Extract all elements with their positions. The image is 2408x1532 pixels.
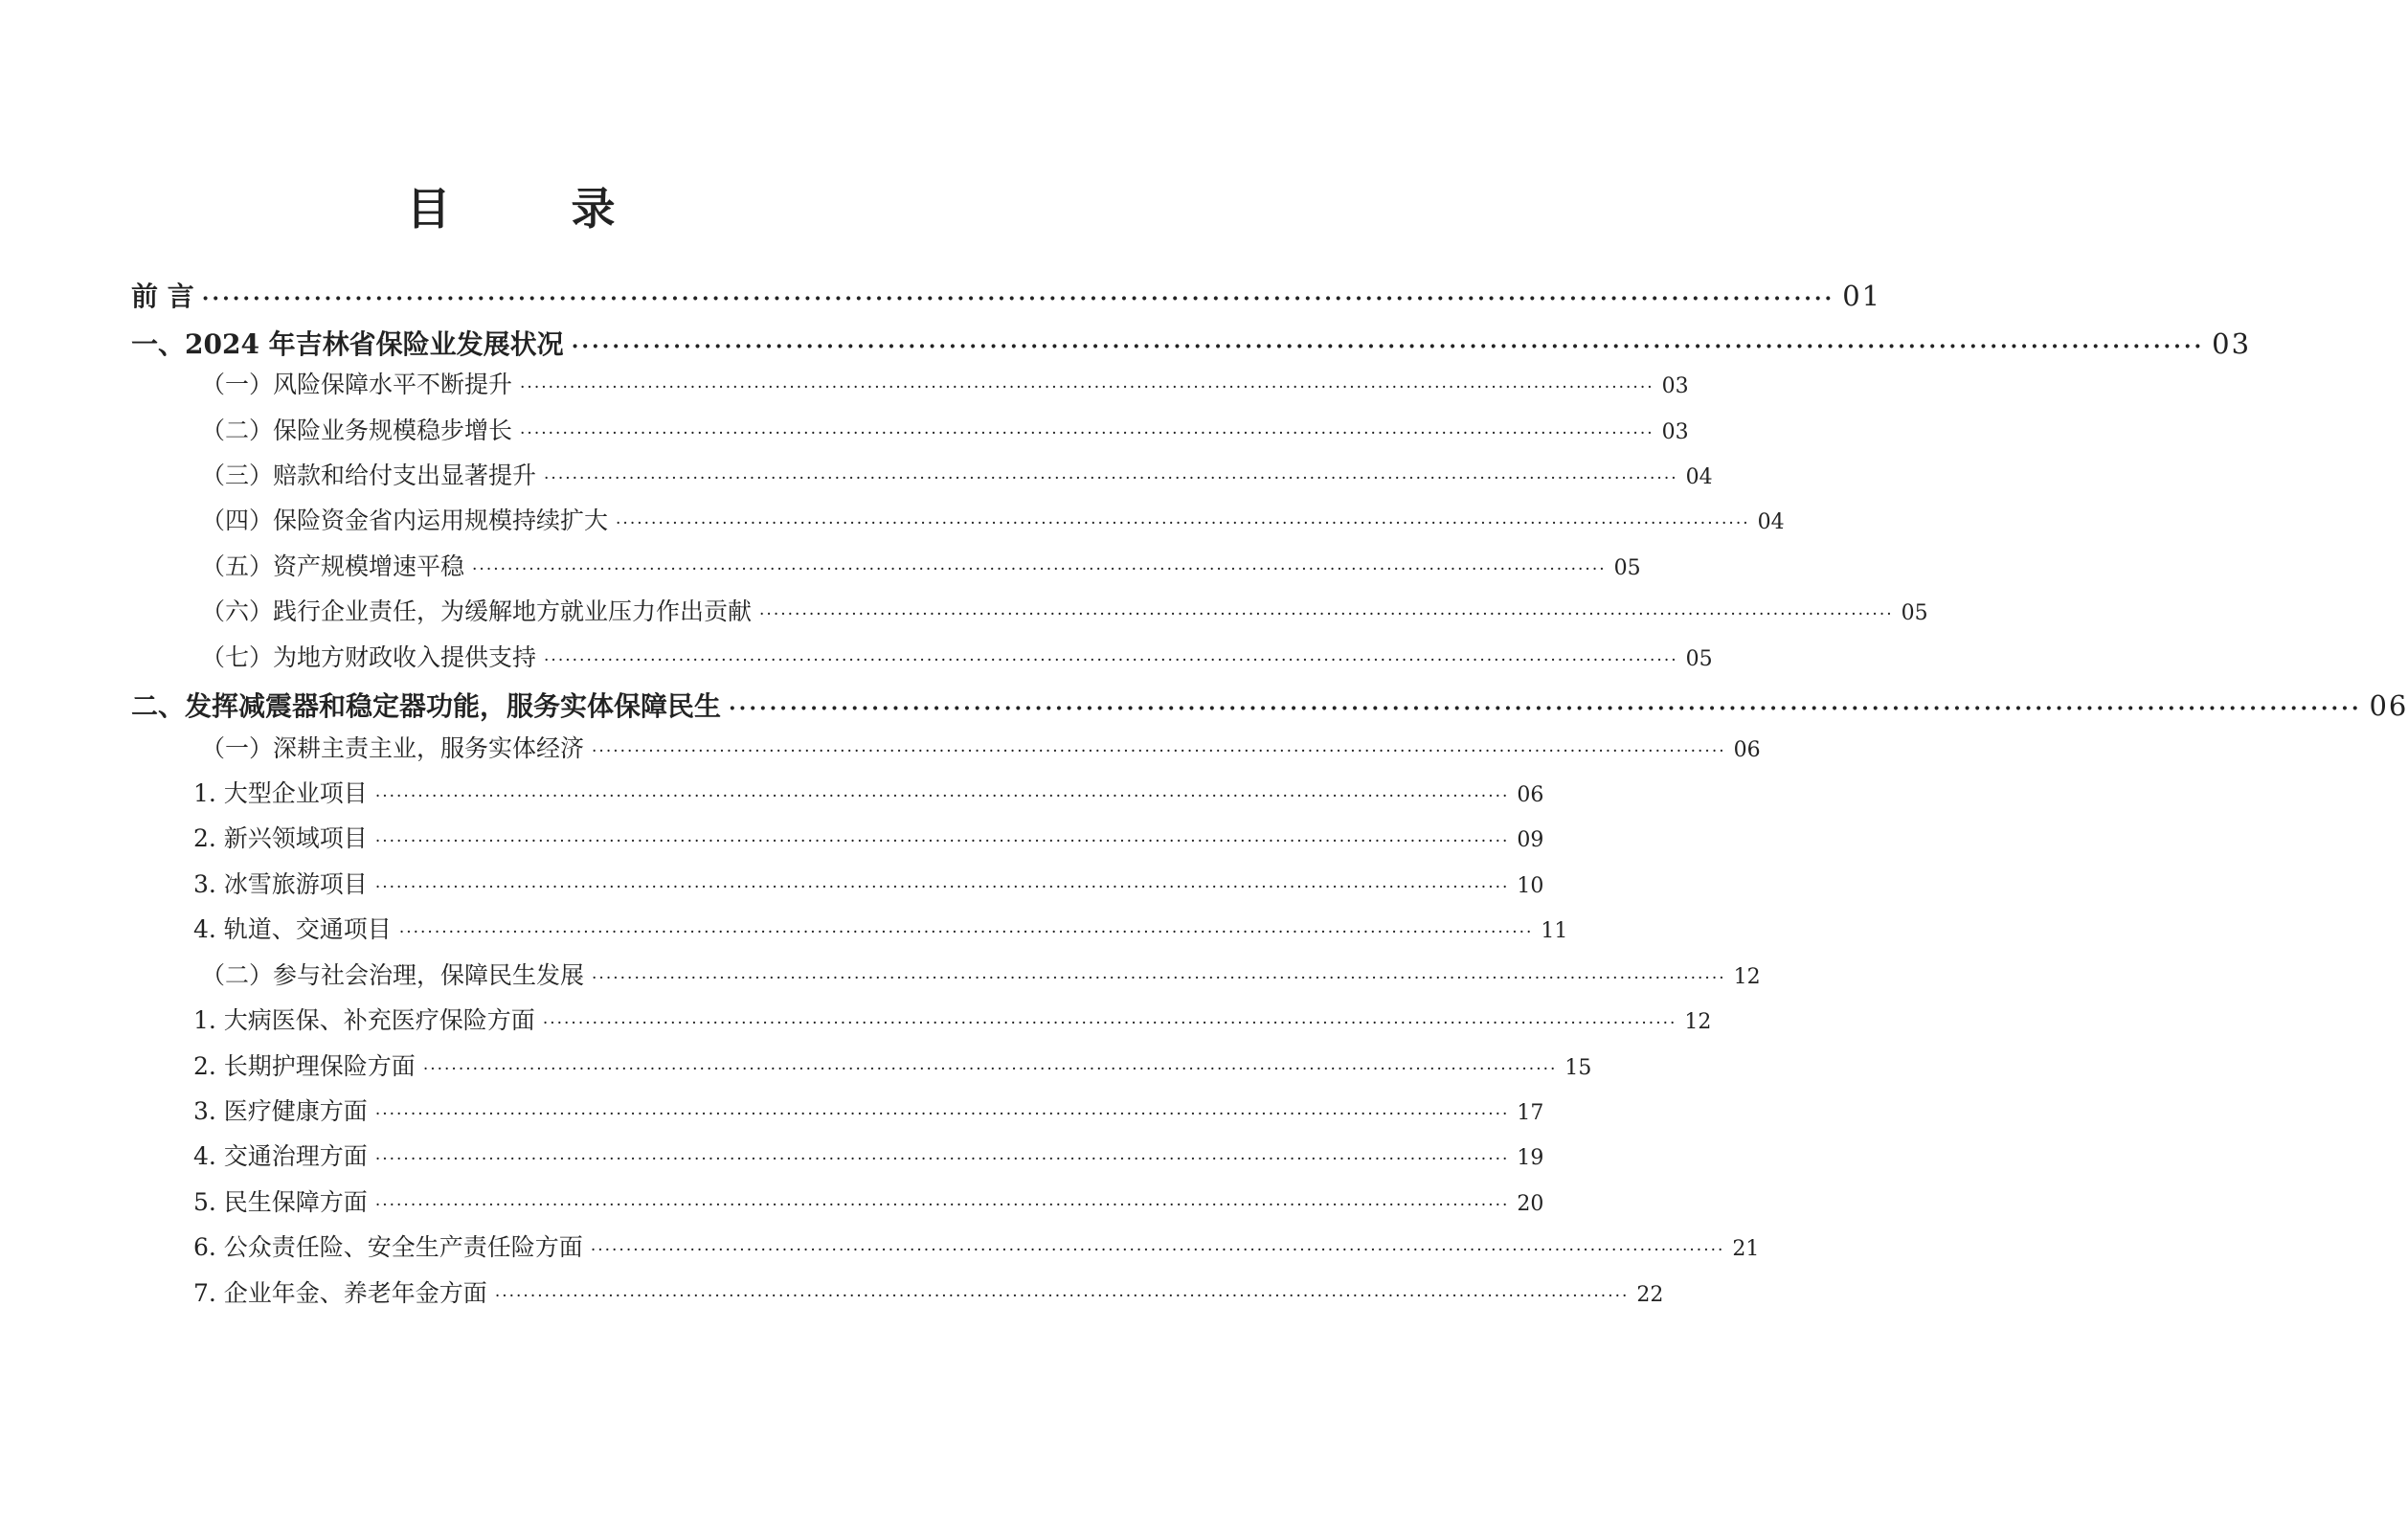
toc-entry[interactable]: [193, 912, 1568, 947]
toc-page-number: 11: [1541, 919, 1568, 943]
toc-entry-title: 1. 大病医保、补充医疗保险方面: [193, 1006, 535, 1034]
toc-dot-leader: ································································································································································: [590, 1241, 1725, 1260]
toc-page-number: 05: [1901, 601, 1928, 625]
toc-entry-title: 3. 医疗健康方面: [193, 1097, 368, 1125]
toc-page-number: 17: [1517, 1101, 1544, 1125]
toc-entry[interactable]: [193, 1003, 1712, 1038]
toc-entry[interactable]: [193, 1139, 1544, 1174]
toc-page-number: 04: [1757, 510, 1785, 534]
toc-entry-title: 1. 大型企业项目: [193, 779, 368, 807]
toc-page-number: 09: [1517, 828, 1544, 852]
toc-entry-title: 二、发挥减震器和稳定器功能，服务实体保障民生: [131, 690, 722, 722]
toc-dot-leader: ································································································································································: [374, 787, 1510, 806]
toc-page-number: 05: [1613, 556, 1641, 580]
toc-dot-leader: ································································································································································: [374, 1150, 1510, 1169]
toc-entry-title: 3. 冰雪旅游项目: [193, 870, 368, 898]
toc-entry[interactable]: [131, 325, 2252, 363]
toc-dot-leader: ································································································································································: [616, 514, 1750, 533]
toc-dot-leader: ································································································································································: [374, 1196, 1510, 1215]
toc-entry-title: （二）参与社会治理，保障民生发展: [201, 961, 585, 989]
toc-page-number: 03: [1661, 374, 1689, 398]
toc-dot-leader: ································································································································································: [542, 1014, 1677, 1033]
toc-page-number: 21: [1732, 1237, 1760, 1261]
toc-page-number: 20: [1517, 1192, 1544, 1216]
toc-dot-leader: ································································································································································: [494, 1287, 1630, 1306]
toc-entry-title: （一）深耕主责主业，服务实体经济: [201, 734, 585, 762]
toc-dot-leader: ································································································································································: [544, 469, 1678, 488]
toc-page-number: 19: [1517, 1146, 1544, 1170]
toc-entry-title: 2. 新兴领域项目: [193, 824, 368, 852]
toc-entry-title: 7. 企业年金、养老年金方面: [193, 1279, 487, 1307]
toc-entry[interactable]: [193, 1185, 1544, 1220]
toc-entry-title: （二）保险业务规模稳步增长: [201, 417, 513, 444]
toc-entry-title: （六）践行企业责任，为缓解地方就业压力作出贡献: [201, 597, 753, 625]
toc-entry[interactable]: [201, 958, 1761, 993]
toc-dot-leader: ································································································································································: [544, 651, 1678, 670]
page-title: 目 录: [406, 183, 654, 235]
toc-page-number: 15: [1564, 1056, 1592, 1080]
toc-dot-leader: ································································································································································: [201, 286, 1835, 311]
toc-entry[interactable]: [201, 459, 1713, 493]
toc-page-number: 06: [1733, 738, 1761, 762]
toc-entry[interactable]: [201, 368, 1689, 402]
toc-entry[interactable]: [131, 687, 2408, 725]
toc-dot-leader: ································································································································································: [592, 969, 1726, 988]
toc-page-number: 06: [1517, 783, 1544, 807]
toc-page-number: 10: [1517, 874, 1544, 898]
toc-entry-title: 2. 长期护理保险方面: [193, 1052, 416, 1080]
toc-page-number: 12: [1733, 965, 1761, 989]
toc-entry[interactable]: [201, 504, 1785, 538]
toc-entry-title: 一、2024 年吉林省保险业发展状况: [131, 328, 564, 360]
toc-entry-title: （一）风险保障水平不断提升: [201, 371, 513, 398]
toc-entry[interactable]: [193, 1049, 1592, 1084]
toc-page-number: 06: [2369, 689, 2408, 722]
toc-entry-title: 6. 公众责任险、安全生产责任险方面: [193, 1233, 583, 1261]
toc-entry[interactable]: [201, 414, 1689, 448]
toc-page-number: 04: [1685, 465, 1713, 489]
toc-entry[interactable]: [201, 641, 1713, 675]
toc-entry-title: 5. 民生保障方面: [193, 1188, 368, 1216]
toc-dot-leader: ································································································································································: [374, 878, 1510, 897]
toc-dot-leader: ································································································································································: [729, 696, 2362, 721]
toc-page-number: 12: [1684, 1010, 1712, 1034]
toc-page-number: 05: [1685, 647, 1713, 671]
toc-entry-title: （七）为地方财政收入提供支持: [201, 643, 537, 671]
toc-dot-leader: ································································································································································: [472, 560, 1607, 579]
toc-dot-leader: ································································································································································: [571, 334, 2205, 359]
toc-entry-title: （五）资产规模增速平稳: [201, 552, 465, 580]
toc-dot-leader: ································································································································································: [374, 832, 1510, 851]
toc-dot-leader: ································································································································································: [520, 378, 1654, 397]
toc-entry[interactable]: [193, 822, 1544, 856]
toc-entry-title: 4. 轨道、交通项目: [193, 915, 392, 943]
toc-page-number: 03: [1661, 420, 1689, 444]
toc-entry-title: （三）赔款和给付支出显著提升: [201, 462, 537, 489]
toc-page-number: 22: [1636, 1283, 1664, 1307]
toc-entry-title: （四）保险资金省内运用规模持续扩大: [201, 507, 609, 534]
toc-page-number: 01: [1842, 280, 1882, 312]
toc-entry[interactable]: [201, 550, 1641, 584]
toc-entry[interactable]: [193, 1276, 1664, 1311]
toc-dot-leader: ································································································································································: [520, 424, 1654, 443]
toc-dot-leader: ································································································································································: [374, 1105, 1510, 1124]
toc-dot-leader: ································································································································································: [592, 742, 1726, 761]
toc-entry[interactable]: [193, 867, 1544, 902]
toc-entry[interactable]: [201, 595, 1928, 629]
toc-entry[interactable]: [201, 732, 1761, 766]
toc-entry[interactable]: [193, 777, 1544, 811]
toc-page-number: 03: [2212, 327, 2252, 360]
toc-dot-leader: ································································································································································: [759, 605, 1894, 624]
toc-entry[interactable]: [131, 277, 1882, 315]
toc-dot-leader: ································································································································································: [422, 1060, 1558, 1079]
toc-entry[interactable]: [193, 1230, 1760, 1265]
toc-entry-title: 前 言: [131, 281, 194, 312]
toc-entry-title: 4. 交通治理方面: [193, 1142, 368, 1170]
toc-entry[interactable]: [193, 1094, 1544, 1129]
toc-dot-leader: ································································································································································: [398, 923, 1534, 942]
